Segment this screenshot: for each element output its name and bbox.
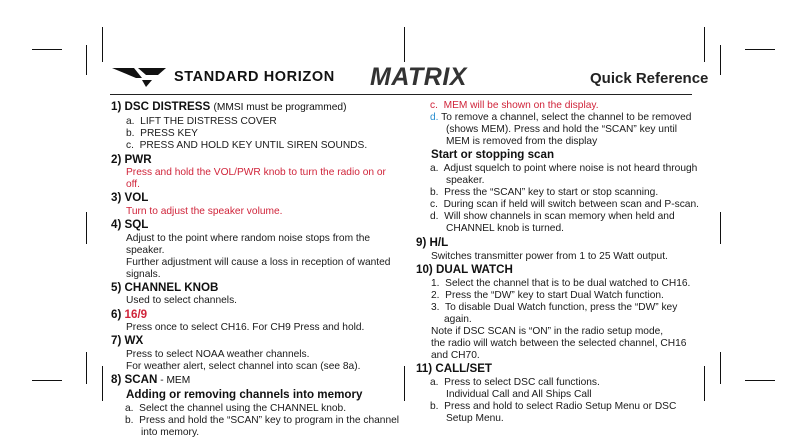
section-suffix: - MEM (157, 374, 191, 386)
crop-mark (404, 27, 405, 62)
section-label: 16/9 (124, 307, 148, 321)
section-title: 8) SCAN (111, 372, 158, 386)
brand-logo (112, 66, 335, 88)
crop-mark (32, 49, 62, 50)
list-item: c. MEM will be shown on the display. (430, 100, 599, 111)
section-scan (111, 373, 401, 389)
section-wx: 7) WX (111, 334, 144, 348)
dual-watch-note: the radio will watch between the selected channel, CH16 and CH70. (431, 338, 687, 362)
crop-mark (745, 380, 775, 381)
list-item: b. Press and hold the “SCAN” key to program in the channel into memory. (125, 414, 400, 438)
list-item-letter: d. (430, 112, 439, 124)
section-sql: 4) SQL (111, 218, 149, 232)
list-item: 3. To disable Dual Watch function, press the “DW” key again. (431, 301, 678, 325)
crop-mark (404, 366, 405, 401)
list-item-continuation: Individual Call and All Ships Call (446, 388, 592, 400)
crop-mark (720, 45, 721, 75)
section-text: Switches transmitter power from 1 to 25 Watt output. (431, 250, 668, 262)
list-item: a. LIFT THE DISTRESS COVER (126, 115, 277, 127)
quick-reference-title: Quick Reference (590, 70, 709, 87)
subheading-start-stop-scan: Start or stopping scan (431, 148, 555, 162)
section-text: Used to select channels. (126, 295, 237, 307)
model-name: MATRIX (370, 63, 467, 91)
list-item: a. Adjust squelch to point where noise is not heard through speaker. (430, 162, 698, 186)
section-text: Press once to select CH16. For CH9 Press and hold. (126, 322, 365, 334)
crop-mark (86, 352, 87, 384)
section-text: Further adjustment will cause a loss in reception of wanted signals. (126, 256, 391, 280)
section-number: 6) (111, 307, 122, 321)
left-column (111, 100, 401, 439)
crop-mark (720, 352, 721, 384)
crop-mark (745, 49, 775, 50)
standard-horizon-logo-icon (112, 66, 168, 88)
dual-watch-note: Note if DSC SCAN is “ON” in the radio setup mode, (431, 325, 664, 337)
list-item (416, 112, 701, 148)
section-channel-knob: 5) CHANNEL KNOB (111, 280, 219, 294)
list-item-text: To remove a channel, select the channel to be removed (shows MEM). Press and hold the “SCAN” key until MEM is removed from the display (438, 112, 692, 148)
section-text: Turn to adjust the speaker volume. (126, 205, 283, 217)
subheading-adding-removing: Adding or removing channels into memory (126, 388, 363, 402)
section-pwr: 2) PWR (111, 152, 152, 166)
list-item: a. Select the channel using the CHANNEL knob. (125, 402, 347, 414)
list-item: b. Press the “SCAN” key to start or stop scanning. (430, 187, 659, 199)
list-item: b. Press and hold to select Radio Setup Menu or DSC Setup Menu. (430, 400, 677, 424)
section-dual-watch: 10) DUAL WATCH (416, 263, 513, 277)
list-item: 2. Press the “DW” key to start Dual Watch function. (431, 289, 664, 301)
crop-mark (704, 366, 705, 401)
section-text: For weather alert, select channel into scan (see 8a). (126, 360, 361, 372)
list-item: a. Press to select DSC call functions. (430, 376, 600, 388)
list-item: c. PRESS AND HOLD KEY UNTIL SIREN SOUNDS. (126, 139, 368, 151)
list-item: 1. Select the channel that is to be dual watched to CH16. (431, 277, 691, 289)
crop-mark (720, 212, 721, 244)
section-vol: 3) VOL (111, 191, 149, 205)
crop-mark (86, 212, 87, 244)
section-16-9 (111, 308, 401, 323)
list-item: b. PRESS KEY (126, 127, 198, 139)
section-text: Press and hold the VOL/PWR knob to turn the radio on or off. (126, 167, 386, 191)
section-text: Press to select NOAA weather channels. (126, 348, 310, 360)
right-column (416, 100, 701, 425)
section-h-l: 9) H/L (416, 236, 449, 250)
section-title: 1) DSC DISTRESS (111, 100, 211, 113)
crop-mark (86, 45, 87, 75)
section-note: (MMSI must be programmed) (213, 102, 347, 113)
section-call-set: 11) CALL/SET (416, 362, 493, 376)
crop-mark (102, 366, 103, 401)
section-text: Adjust to the point where random noise stops from the speaker. (126, 232, 371, 256)
brand-name: STANDARD HORIZON (174, 69, 335, 85)
header-divider (110, 94, 692, 95)
section-dsc-distress (111, 100, 401, 116)
list-item: c. During scan if held will switch between scan and P-scan. (430, 199, 699, 211)
crop-mark (102, 27, 103, 62)
crop-mark (704, 27, 705, 62)
crop-mark (32, 380, 62, 381)
list-item: d. Will show channels in scan memory when held and CHANNEL knob is turned. (430, 211, 675, 235)
